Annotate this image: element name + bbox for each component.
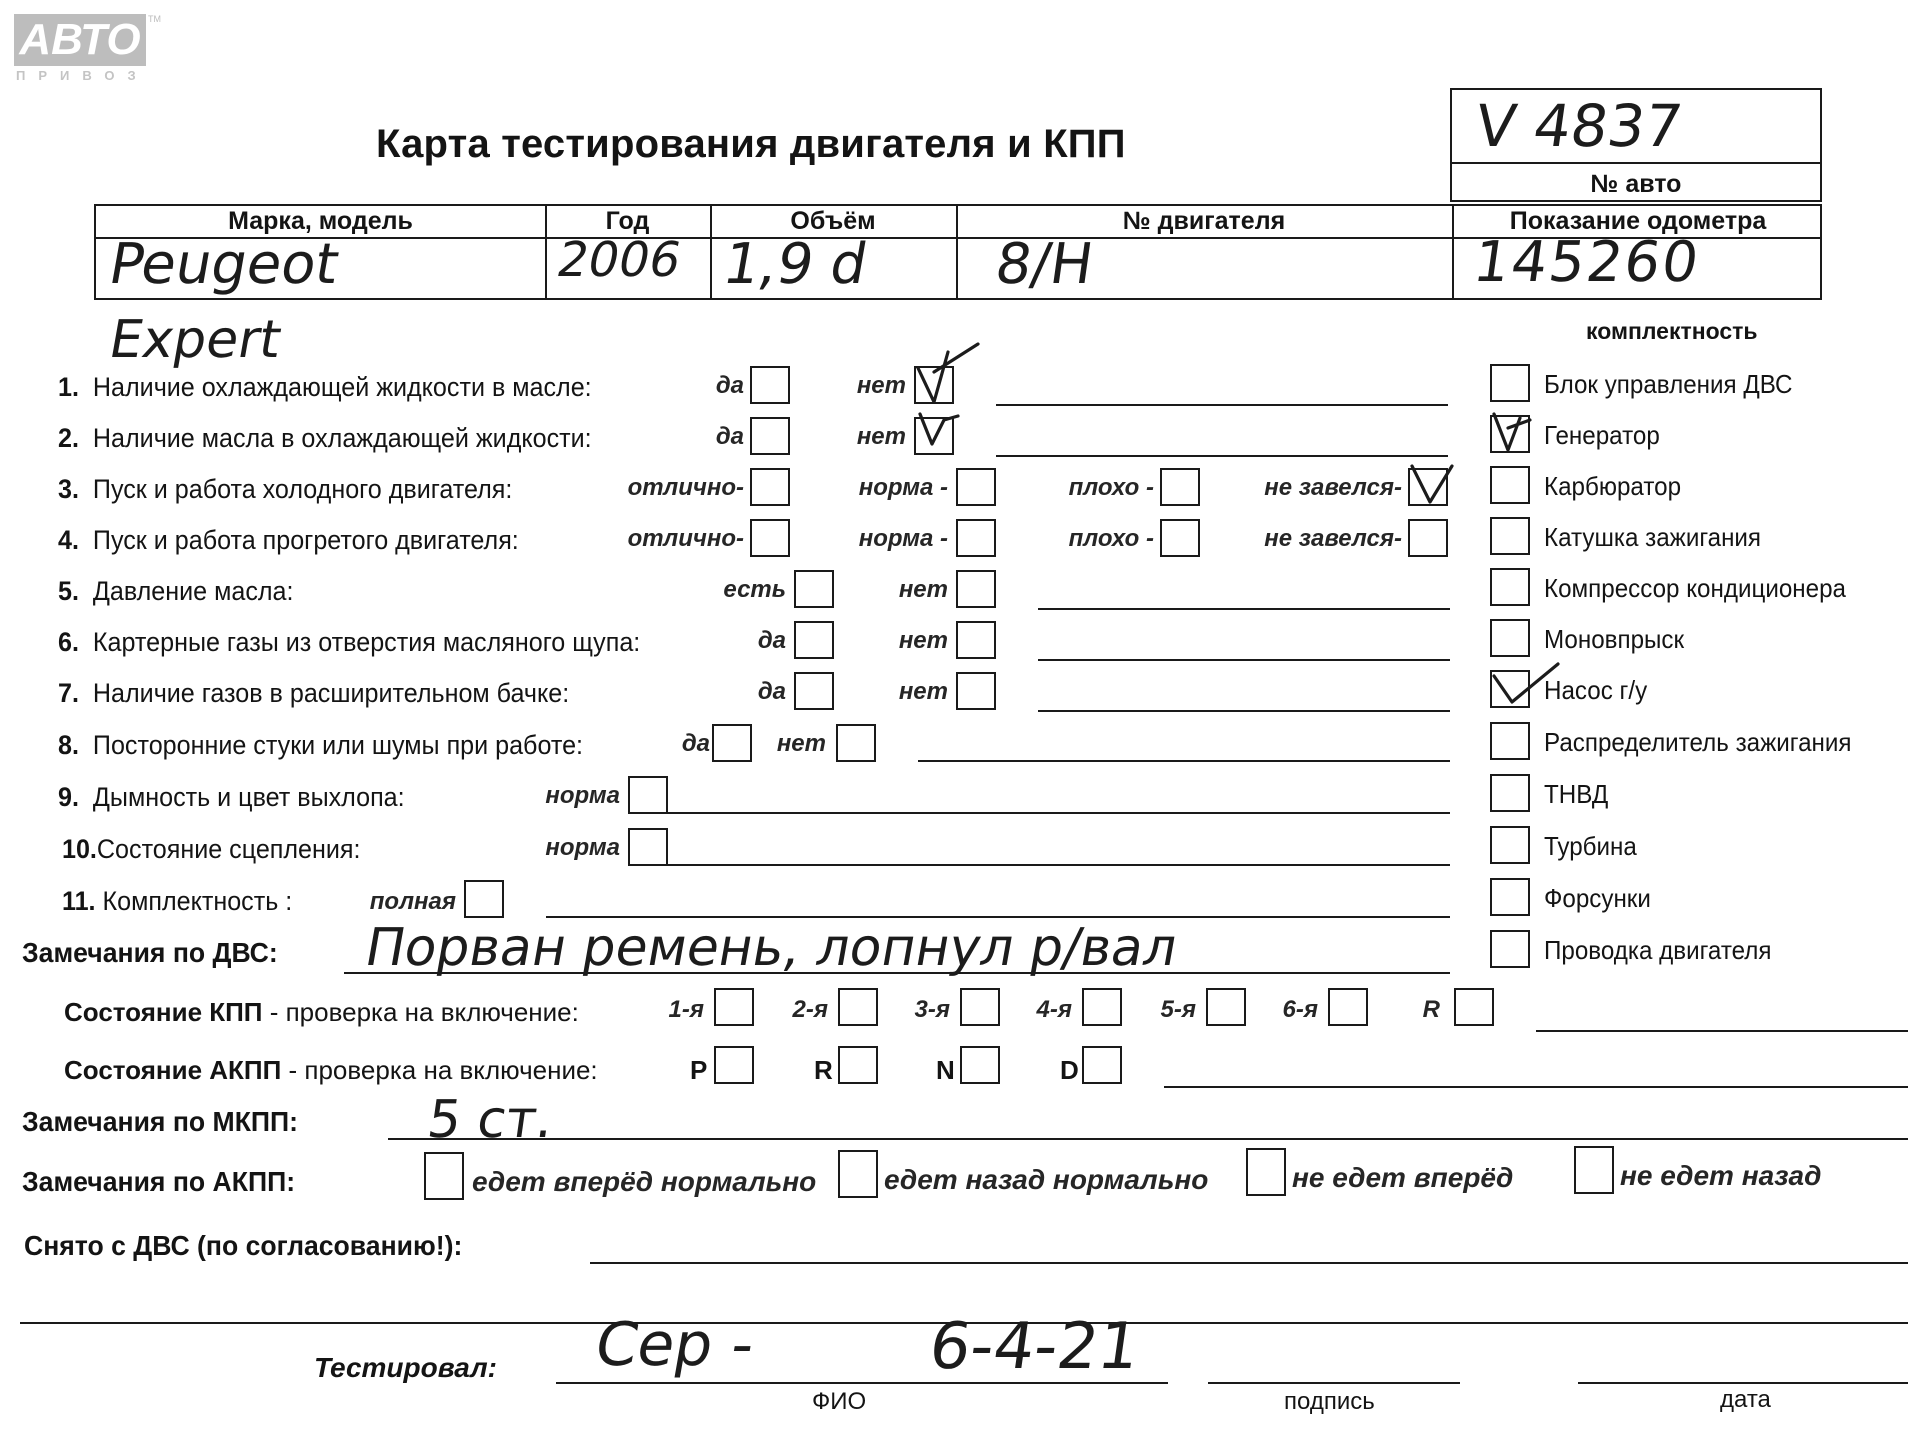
akpp-forward-ok-label: едет вперёд нормально <box>472 1166 817 1197</box>
kpp-label: Состояние КПП - проверка на включение: <box>64 997 579 1027</box>
component-distributor-checkbox[interactable] <box>1490 722 1530 760</box>
component-distributor-label: Распределитель зажигания <box>1544 727 1852 757</box>
akpp-forward-ok-checkbox[interactable] <box>424 1152 464 1200</box>
item-10-opt-normal: норма <box>545 834 620 861</box>
component-injectors-label: Форсунки <box>1544 883 1651 913</box>
logo-tm: TM <box>148 14 161 24</box>
item-6-opt-no: нет <box>898 627 948 654</box>
akpp-mode-p-checkbox[interactable] <box>714 1046 754 1084</box>
header-odometer: Показание одометра <box>1509 207 1767 235</box>
item-1-no-checkbox[interactable] <box>914 366 954 404</box>
kpp-gear-4-label: 4-я <box>1036 996 1072 1023</box>
item-10: 10.Состояние сцепления: <box>62 834 361 864</box>
item-9-opt-normal: норма <box>545 782 620 809</box>
item-3-opt-excellent: отлично- <box>627 474 744 501</box>
akpp-backward-ok-checkbox[interactable] <box>838 1150 878 1198</box>
item-3-normal-checkbox[interactable] <box>956 468 996 506</box>
header-engine-number: № двигателя <box>1122 207 1286 235</box>
akpp-mode-n-checkbox[interactable] <box>960 1046 1000 1084</box>
item-1-opt-yes: да <box>715 372 744 399</box>
akpp-label: Состояние АКПП - проверка на включение: <box>64 1055 598 1085</box>
item-9: 9. Дымность и цвет выхлопа: <box>58 782 405 812</box>
removed-label: Снято с ДВС (по согласованию!): <box>24 1230 463 1261</box>
kpp-gear-1-label: 1-я <box>668 996 704 1023</box>
item-6-opt-yes: да <box>757 627 786 654</box>
tested-name-handwritten: Сер - <box>589 1310 760 1380</box>
item-4-bad-checkbox[interactable] <box>1160 519 1200 557</box>
caption-date: дата <box>1720 1386 1771 1413</box>
kpp-gear-5-checkbox[interactable] <box>1206 988 1246 1026</box>
item-1-opt-no: нет <box>856 372 906 399</box>
kpp-gear-3-label: 3-я <box>914 996 950 1023</box>
akpp-mode-n-label: N <box>936 1055 955 1085</box>
logo-main: АВТО <box>14 14 146 66</box>
car-number-label: № авто <box>1590 170 1682 198</box>
item-8-opt-no: нет <box>776 730 826 757</box>
component-wiring-label: Проводка двигателя <box>1544 935 1772 965</box>
item-8-opt-yes: да <box>681 730 710 757</box>
item-4-opt-not-started: не завелся- <box>1264 525 1402 552</box>
item-4-opt-normal: норма - <box>858 525 948 552</box>
item-8-yes-checkbox[interactable] <box>712 724 752 762</box>
item-2: 2. Наличие масла в охлаждающей жидкости: <box>58 423 592 453</box>
remarks-akpp-label: Замечания по АКПП: <box>22 1166 296 1197</box>
component-ignition-coil-checkbox[interactable] <box>1490 517 1530 555</box>
kpp-gear-3-checkbox[interactable] <box>960 988 1000 1026</box>
component-injection-pump-label: ТНВД <box>1544 779 1609 809</box>
item-3: 3. Пуск и работа холодного двигателя: <box>58 474 513 504</box>
component-ecu-checkbox[interactable] <box>1490 364 1530 402</box>
component-ignition-coil-label: Катушка зажигания <box>1544 522 1762 552</box>
remarks-mkpp-label: Замечания по МКПП: <box>22 1106 299 1137</box>
caption-fio: ФИО <box>812 1388 867 1415</box>
value-model-extra: Expert <box>104 310 286 370</box>
item-8: 8. Посторонние стуки или шумы при работе: <box>58 730 584 760</box>
logo-sub: ПРИВОЗ <box>16 68 149 83</box>
remarks-engine-handwritten: Порван ремень, лопнул р/вал <box>360 918 1183 978</box>
item-4-excellent-checkbox[interactable] <box>750 519 790 557</box>
kpp-gear-1-checkbox[interactable] <box>714 988 754 1026</box>
item-7-no-checkbox[interactable] <box>956 672 996 710</box>
component-mono-injection-label: Моновпрыск <box>1544 624 1685 654</box>
vehicle-table <box>94 204 1822 300</box>
tested-date-handwritten: 6-4-21 <box>924 1310 1145 1384</box>
akpp-mode-r-label: R <box>814 1055 833 1085</box>
component-ecu-label: Блок управления ДВС <box>1544 369 1793 399</box>
component-generator-checkbox[interactable] <box>1490 415 1530 453</box>
item-11-full-checkbox[interactable] <box>464 880 504 918</box>
component-turbo-label: Турбина <box>1544 831 1637 861</box>
value-volume: 1,9 d <box>718 232 873 297</box>
value-engine-number: 8/H <box>991 232 1098 297</box>
item-2-opt-yes: да <box>715 423 744 450</box>
akpp-mode-p-label: P <box>690 1055 708 1085</box>
item-3-opt-normal: норма - <box>858 474 948 501</box>
component-ps-pump-label: Насос г/у <box>1544 675 1648 705</box>
component-ac-compressor-label: Компрессор кондиционера <box>1544 573 1846 603</box>
item-4-opt-bad: плохо - <box>1068 525 1154 552</box>
akpp-mode-d-checkbox[interactable] <box>1082 1046 1122 1084</box>
item-2-opt-no: нет <box>856 423 906 450</box>
caption-signature: подпись <box>1284 1388 1375 1415</box>
item-2-yes-checkbox[interactable] <box>750 417 790 455</box>
tested-label: Тестировал: <box>314 1352 497 1383</box>
component-mono-injection-checkbox[interactable] <box>1490 619 1530 657</box>
kpp-gear-5-label: 5-я <box>1160 996 1196 1023</box>
kpp-gear-r-label: R <box>1422 996 1440 1023</box>
item-3-opt-not-started: не завелся- <box>1264 474 1402 501</box>
akpp-mode-d-label: D <box>1060 1055 1079 1085</box>
component-ps-pump-checkbox[interactable] <box>1490 670 1530 708</box>
item-6: 6. Картерные газы из отверстия масляного щупа: <box>58 627 641 657</box>
component-generator-label: Генератор <box>1544 420 1660 450</box>
item-6-yes-checkbox[interactable] <box>794 621 834 659</box>
item-5-opt-no: нет <box>898 576 948 603</box>
item-7: 7. Наличие газов в расширительном бачке: <box>58 678 570 708</box>
item-3-excellent-checkbox[interactable] <box>750 468 790 506</box>
kpp-gear-2-checkbox[interactable] <box>838 988 878 1026</box>
akpp-backward-ok-label: едет назад нормально <box>884 1164 1209 1195</box>
item-1: 1. Наличие охлаждающей жидкости в масле: <box>58 372 592 402</box>
item-5-opt-yes: есть <box>723 576 786 603</box>
value-year: 2006 <box>552 232 687 288</box>
item-8-no-checkbox[interactable] <box>836 724 876 762</box>
component-ac-compressor-checkbox[interactable] <box>1490 568 1530 606</box>
remarks-mkpp-handwritten: 5 ст. <box>423 1090 558 1150</box>
item-9-normal-checkbox[interactable] <box>628 776 668 814</box>
item-3-opt-bad: плохо - <box>1068 474 1154 501</box>
item-5-yes-checkbox[interactable] <box>794 570 834 608</box>
header-year: Год <box>605 207 650 235</box>
kpp-gear-2-label: 2-я <box>792 996 828 1023</box>
component-wiring-checkbox[interactable] <box>1490 930 1530 968</box>
item-7-opt-no: нет <box>898 678 948 705</box>
kpp-gear-r-checkbox[interactable] <box>1454 988 1494 1026</box>
item-11: 11. Комплектность : <box>62 886 293 916</box>
item-10-normal-checkbox[interactable] <box>628 828 668 866</box>
page-title: Карта тестирования двигателя и КПП <box>376 122 1126 166</box>
value-make-model: Peugeot <box>104 232 344 297</box>
value-odometer: 145260 <box>1469 230 1705 295</box>
component-carburetor-checkbox[interactable] <box>1490 466 1530 504</box>
component-injectors-checkbox[interactable] <box>1490 878 1530 916</box>
akpp-mode-r-checkbox[interactable] <box>838 1046 878 1084</box>
car-number-box <box>1450 88 1822 202</box>
component-injection-pump-checkbox[interactable] <box>1490 774 1530 812</box>
item-1-yes-checkbox[interactable] <box>750 366 790 404</box>
car-number-handwritten: V 4837 <box>1471 92 1687 160</box>
akpp-no-backward-label: не едет назад <box>1620 1160 1822 1191</box>
completeness-header: комплектность <box>1586 318 1758 344</box>
header-volume: Объём <box>790 207 876 235</box>
kpp-gear-6-checkbox[interactable] <box>1328 988 1368 1026</box>
component-carburetor-label: Карбюратор <box>1544 471 1682 501</box>
akpp-no-backward-checkbox[interactable] <box>1574 1146 1614 1194</box>
component-turbo-checkbox[interactable] <box>1490 826 1530 864</box>
header-make-model: Марка, модель <box>228 207 413 235</box>
item-4-normal-checkbox[interactable] <box>956 519 996 557</box>
remarks-engine-label: Замечания по ДВС: <box>22 937 278 968</box>
item-7-opt-yes: да <box>757 678 786 705</box>
logo <box>14 14 164 84</box>
item-6-no-checkbox[interactable] <box>956 621 996 659</box>
item-4-opt-excellent: отлично- <box>627 525 744 552</box>
item-3-bad-checkbox[interactable] <box>1160 468 1200 506</box>
item-7-yes-checkbox[interactable] <box>794 672 834 710</box>
item-5-no-checkbox[interactable] <box>956 570 996 608</box>
item-4-not-started-checkbox[interactable] <box>1408 519 1448 557</box>
item-4: 4. Пуск и работа прогретого двигателя: <box>58 525 519 555</box>
akpp-no-forward-checkbox[interactable] <box>1246 1148 1286 1196</box>
akpp-no-forward-label: не едет вперёд <box>1292 1162 1514 1193</box>
item-2-no-checkbox[interactable] <box>914 417 954 455</box>
item-5: 5. Давление масла: <box>58 576 294 606</box>
kpp-gear-4-checkbox[interactable] <box>1082 988 1122 1026</box>
item-11-opt-full: полная <box>369 888 456 915</box>
kpp-gear-6-label: 6-я <box>1282 996 1318 1023</box>
item-3-not-started-checkbox[interactable] <box>1408 468 1448 506</box>
